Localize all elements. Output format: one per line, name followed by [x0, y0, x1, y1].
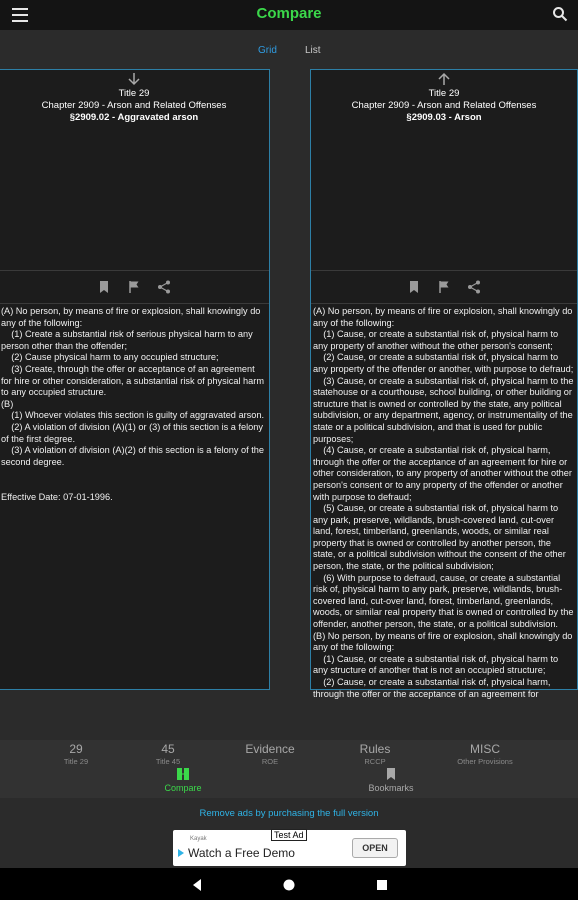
section-actions: [311, 278, 577, 298]
share-icon[interactable]: [157, 280, 171, 294]
nav-item-sublabel: Title 45: [155, 757, 181, 766]
view-toggle: [0, 36, 578, 64]
section-label: §2909.02 - Aggravated arson: [69, 112, 199, 123]
title-label: Title 29: [428, 88, 460, 99]
section-actions: [0, 278, 269, 298]
back-icon[interactable]: [190, 878, 204, 892]
nav-item-label: 45: [161, 742, 175, 756]
nav-item-label: Evidence: [245, 742, 295, 756]
section-header: [0, 88, 269, 270]
nav-item-sublabel: ROE: [261, 757, 279, 766]
left-compare-panel: [0, 69, 270, 690]
section-label: §2909.03 - Arson: [406, 112, 482, 123]
nav-item-rules[interactable]: [325, 742, 425, 766]
section-header: [311, 88, 577, 270]
bookmarks-label: Bookmarks: [368, 783, 414, 793]
nav-item-label: 29: [69, 742, 83, 756]
divider: [311, 270, 577, 271]
ad-advertiser: Kayak: [190, 836, 207, 842]
bookmark-icon[interactable]: [97, 280, 111, 294]
ad-headline: Watch a Free Demo: [188, 846, 295, 860]
chapter-label: Chapter 2909 - Arson and Related Offenses: [41, 100, 227, 111]
page-title: Compare: [256, 5, 322, 22]
flag-icon[interactable]: [127, 280, 141, 294]
nav-item-evidence[interactable]: [220, 742, 320, 766]
arrow-down-icon[interactable]: [0, 72, 269, 88]
home-icon[interactable]: [282, 878, 296, 892]
nav-item-label: Rules: [359, 742, 391, 756]
divider: [311, 303, 577, 304]
compare-button[interactable]: [143, 767, 223, 793]
search-icon[interactable]: [552, 6, 568, 22]
system-nav-bar: [0, 868, 578, 900]
adchoices-icon[interactable]: [177, 848, 185, 858]
nav-item-sublabel: Title 29: [63, 757, 89, 766]
nav-item-misc[interactable]: [435, 742, 535, 766]
nav-item-label: MISC: [470, 742, 500, 756]
compare-icon: [176, 767, 190, 781]
remove-ads-link[interactable]: Remove ads by purchasing the full version: [0, 798, 578, 828]
section-text: (A) No person, by means of fire or explosion, shall knowingly do any of the following: (1) Cause, or create a substantial risk of, physical harm to any property of another without the other person's consent; (2) Cause, or create a substantial risk of, physical harm to any property of the offender or another, with purpose to defraud; (3) Cause, or create a substantial risk of, physical harm to the statehouse or a courthouse, school building, or other building or structure that is owned or controlled by the state, any political subdivision, or any department, agency, or instrumentality of the state or a political subdivision, and that is used for public purposes; (4) Cause, or create a substantial risk of, physical harm, through the offer or the acceptance of an agreement for hire or other consideration, to any property of another without the other person's consent or to any property of the offender or another with purpose to defraud; (5) Cause, or create a substantial risk of, physical harm to any park, preserve, wildlands, brush-covered land, cut-over land, forest, timberland, greenlands, woods, or similar real property that is owned or controlled by another person, the state, or a political subdivision without the consent of the other person, the state, or the political subdivision; (6) With purpose to defraud, cause, or create a substantial risk of, physical harm to any park, preserve, wildlands, brush-covered land, cut-over land, forest, timberland, greenlands, woods, or similar real property that is owned or controlled by the offender, another person, the state, or a political subdivision. (B) No person, by means of fire or explosion, shall knowingly do any of the following: (1) Cause, or create a substantial risk of, physical harm to any structure of another that is not an occupied structure; (2) Cause, or create a substantial risk of, physical harm, through the offer or the acceptance of an agreement for: [313, 306, 574, 699]
tab-grid[interactable]: Grid: [258, 45, 277, 56]
arrow-up-icon[interactable]: [311, 72, 577, 88]
bookmark-icon: [384, 767, 398, 781]
right-compare-panel: [310, 69, 578, 699]
nav-item-title-45[interactable]: [118, 742, 218, 766]
nav-item-sublabel: Other Provisions: [457, 757, 513, 766]
divider: [0, 270, 269, 271]
chapter-label: Chapter 2909 - Arson and Related Offenses: [351, 100, 537, 111]
bottom-nav: [0, 740, 578, 798]
app-bar: [0, 0, 578, 30]
title-label: Title 29: [118, 88, 150, 99]
ad-open-button[interactable]: OPEN: [352, 838, 398, 858]
nav-item-sublabel: RCCP: [364, 757, 386, 766]
recents-icon[interactable]: [375, 878, 389, 892]
nav-item-title-29[interactable]: [26, 742, 126, 766]
compare-label: Compare: [164, 783, 202, 793]
share-icon[interactable]: [467, 280, 481, 294]
test-ad-tag: Test Ad: [271, 829, 307, 841]
ad-banner[interactable]: [173, 830, 406, 866]
divider: [0, 303, 269, 304]
bookmark-icon[interactable]: [407, 280, 421, 294]
flag-icon[interactable]: [437, 280, 451, 294]
tab-list[interactable]: List: [305, 45, 321, 56]
section-text: (A) No person, by means of fire or explosion, shall knowingly do any of the following: (1) Create a substantial risk of serious physical harm to any person other than the offender; (2) Cause physical harm to any occupied structure; (3) Create, through the offer or acceptance of an agreement for hire or other consideration, a substantial risk of physical harm to any occupied structure. (B) (1) Whoever violates this section is guilty of aggravated arson. (2) A violation of division (A)(1) or (3) of this section is a felony of the first degree. (3) A violation of division (A)(2) of this section is a felony of the second degree. Effective Date: 07-01-1996.: [1, 306, 264, 502]
bookmarks-button[interactable]: [351, 767, 431, 793]
